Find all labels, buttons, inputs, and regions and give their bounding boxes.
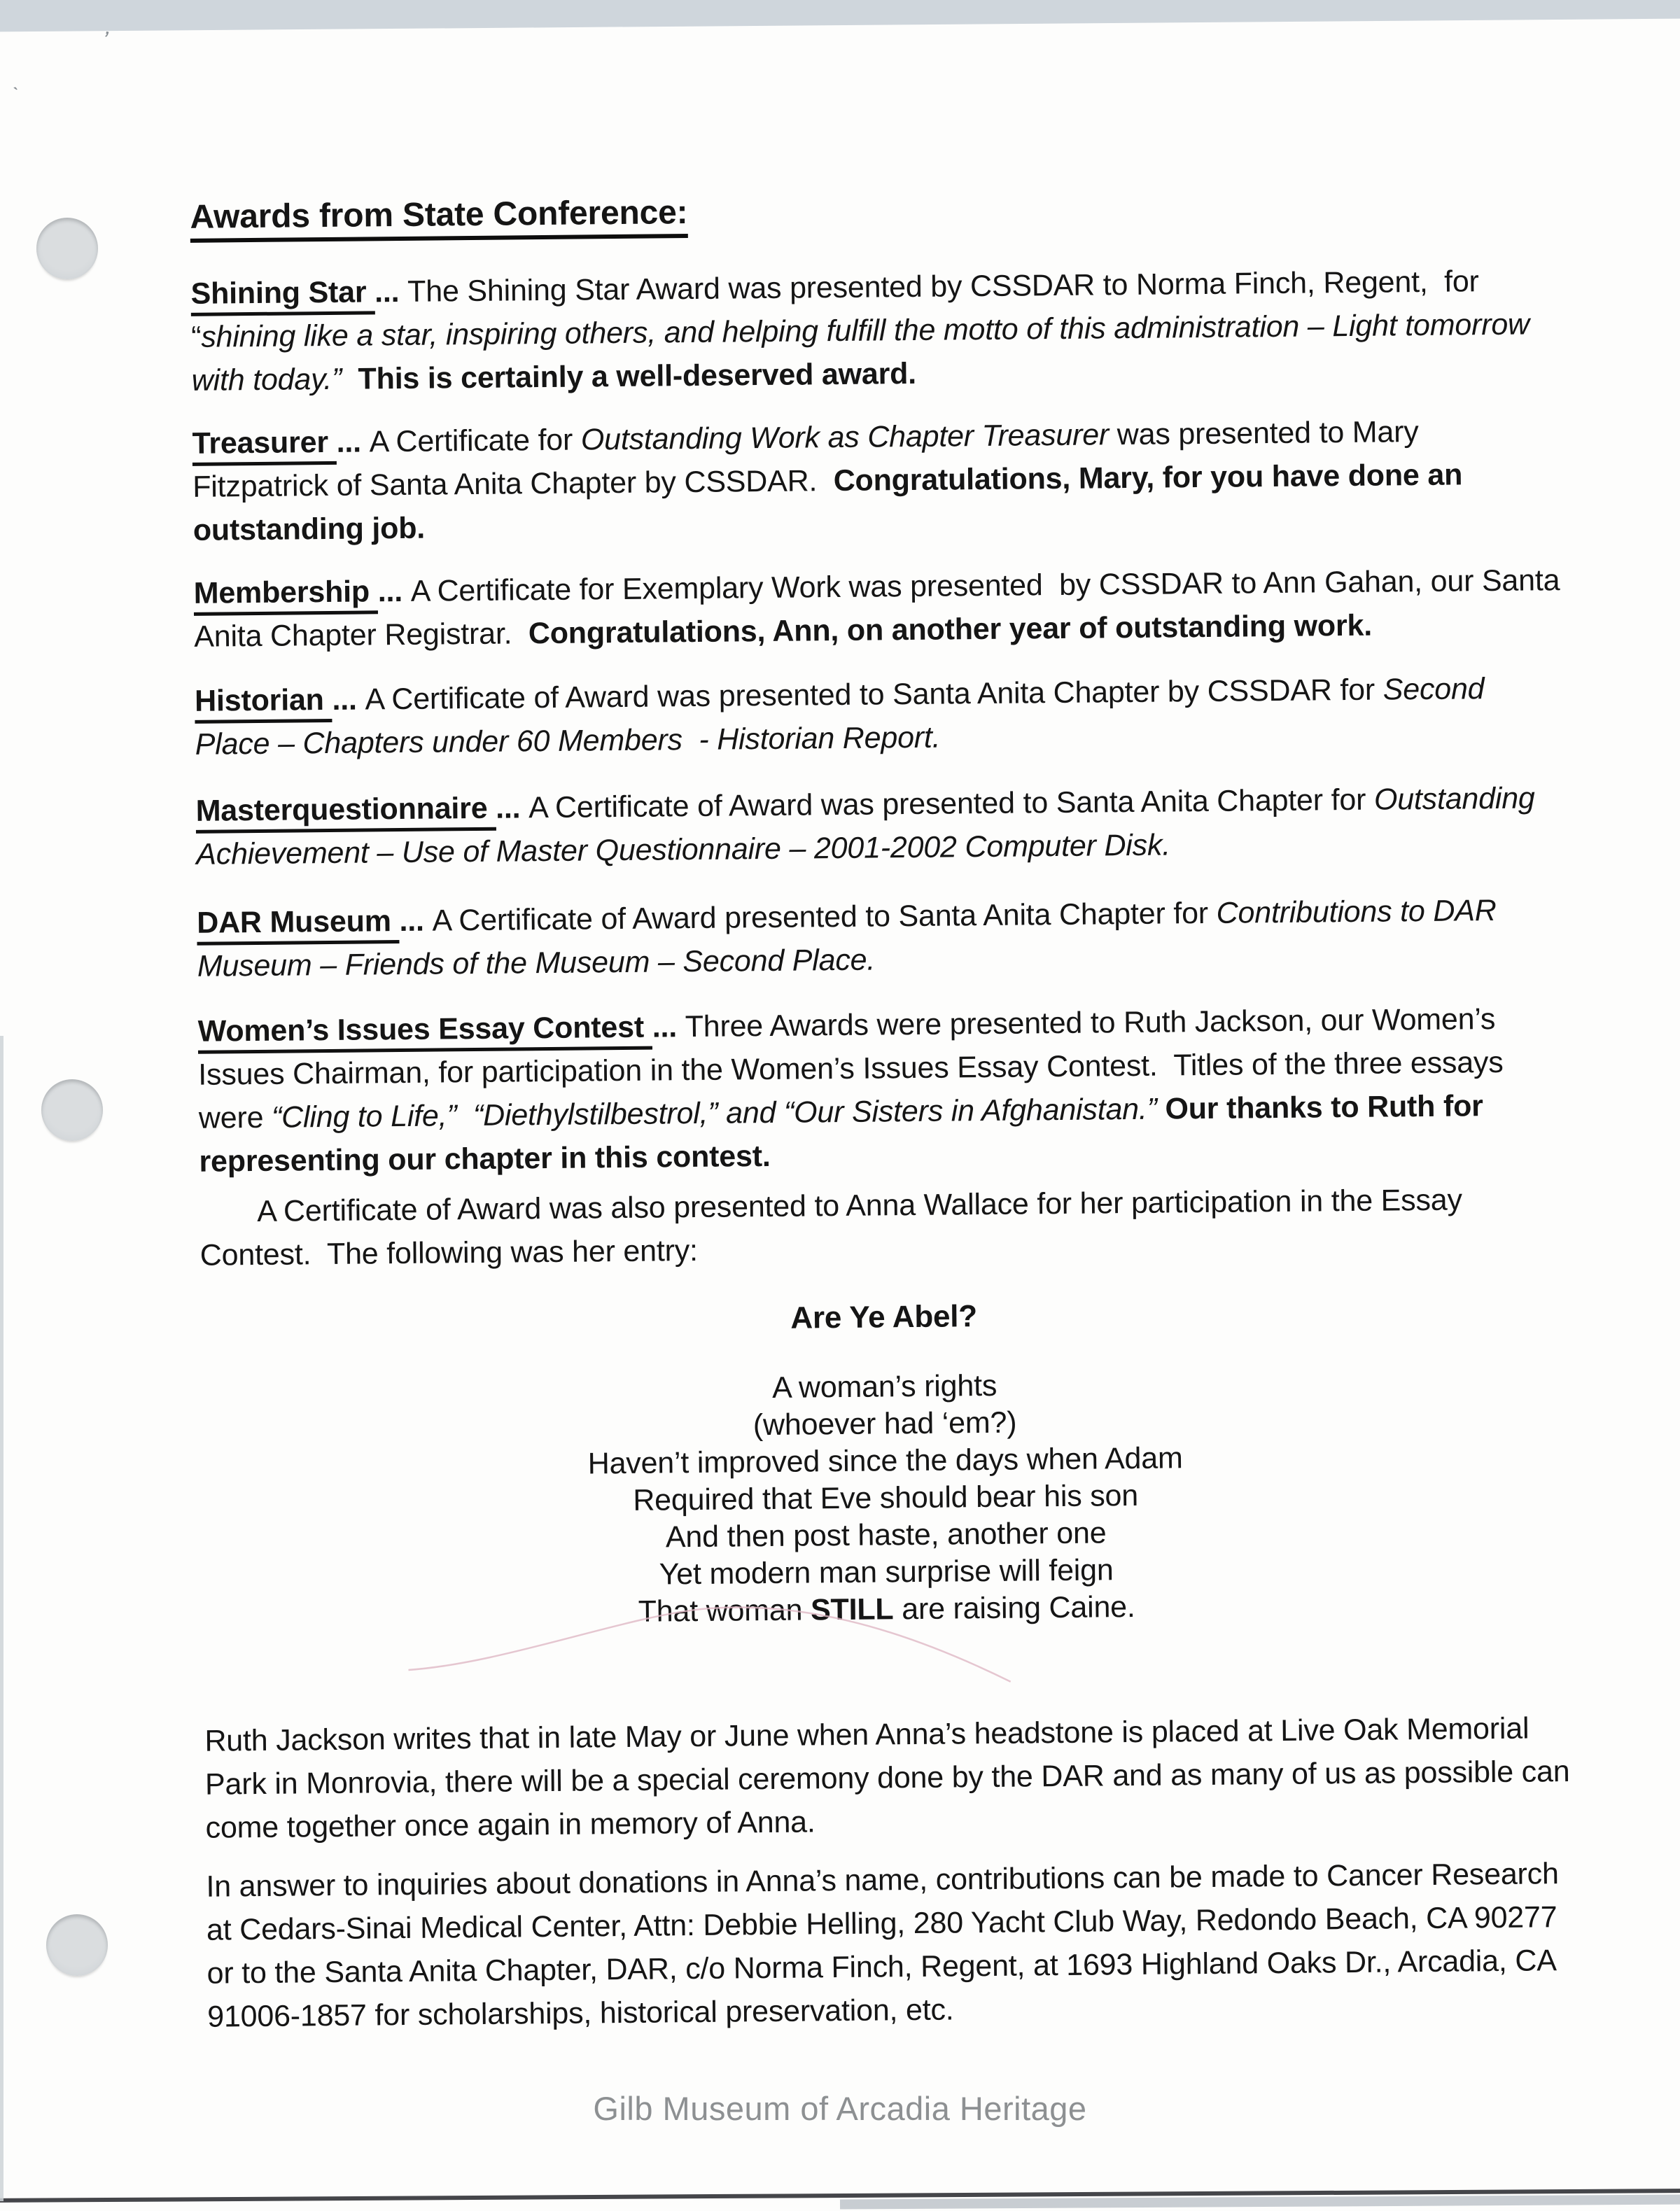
text-run: Historian	[195, 683, 332, 724]
text-run: The Shining Star Award was presented by CSSDAR to Norma Finch, Regent, for “	[190, 265, 1479, 354]
page-title	[190, 183, 1556, 239]
text-run: Outstanding Achievement – Use of Master Questionnaire – 2001-2002 Computer Disk.	[196, 781, 1535, 871]
text-run: Membership	[193, 575, 378, 616]
text-run: Second Place – Chapters under 60 Members - Historian Report.	[195, 672, 1485, 761]
text-run: (whoever had ‘em?)	[752, 1405, 1017, 1443]
text-run	[342, 363, 358, 396]
text-run: Our thanks to Ruth for representing our chapter in this contest.	[199, 1089, 1483, 1179]
text-run: Masterquestionnaire	[195, 792, 496, 834]
text-run: Treasurer	[192, 426, 336, 466]
page-title-text: Awards from State Conference:	[190, 194, 687, 243]
text-run: was presented to Mary Fitzpatrick of Santa Anita Chapter by CSSDAR.	[192, 415, 1419, 504]
poem	[201, 1362, 1569, 1635]
paragraph-dar-museum	[197, 888, 1564, 988]
text-run: Yet modern man surprise will feign	[659, 1553, 1114, 1592]
paragraph-anna-wallace	[200, 1177, 1567, 1277]
text-run: Outstanding Work as Chapter Treasurer	[580, 418, 1110, 457]
text-run: A woman’s rights	[771, 1368, 997, 1405]
text-run: shining like a star, inspiring others, and helping fulfill the motto of this administration – Light tomorrow with today.”	[191, 307, 1530, 398]
text-run	[1156, 1093, 1165, 1126]
text-run: ...	[332, 682, 365, 717]
text-run: ...	[495, 791, 529, 825]
text-run: are raising Caine.	[893, 1589, 1135, 1627]
pen-mark: ’	[98, 26, 112, 54]
text-run: A Certificate for	[369, 423, 582, 459]
paragraph-treasurer	[192, 409, 1560, 552]
text-run: A Certificate of Award was presented to Santa Anita Chapter by CSSDAR for	[365, 673, 1383, 717]
paragraph-ruth-jackson	[204, 1706, 1572, 1850]
museum-watermark: Gilb Museum of Arcadia Heritage	[593, 2090, 1087, 2127]
text-run: And then post haste, another one	[665, 1516, 1107, 1554]
text-run: In answer to inquiries about donations in Anna’s name, contributions can be made to Cancer Research at Cedars-Sinai Medical Center, Attn: Debbie Helling, 280 Yacht Club Way, Redondo Beach, CA 90277 or to the Santa Anita Chapter, DAR, c/o Norma Finch, Regent, at 1693 Highland Oaks Dr., Arcadia, CA 91006-1857 for scholarships, historical preservation, etc.	[206, 1857, 1559, 2034]
paragraph-donations	[206, 1852, 1574, 2039]
paragraph-membership	[193, 559, 1560, 659]
text-run: That woman	[638, 1593, 811, 1629]
text-run: STILL	[810, 1592, 894, 1627]
text-run: Haven’t improved since the days when Adam	[587, 1441, 1183, 1481]
text-run: ...	[336, 425, 370, 459]
text-run: Congratulations, Mary, for you have done an outstanding job.	[192, 458, 1463, 547]
text-run: Contributions to DAR Museum – Friends of the Museum – Second Place.	[197, 893, 1497, 983]
text-run: Required that Eve should bear his son	[633, 1478, 1139, 1517]
text-run: This is certainly a well-deserved award.	[358, 356, 917, 396]
text-run: “Cling to Life,” “Diethylstilbestrol,” and “Our Sisters in Afghanistan.”	[271, 1092, 1157, 1135]
paragraph-masterquestionnaire	[195, 776, 1562, 876]
pen-mark: ˎ	[9, 68, 20, 91]
text-run: A Certificate of Award was also presented to Anna Wallace for her participation in the Essay Contest. The following was her entry:	[200, 1183, 1462, 1272]
text-run: Women’s Issues Essay Contest	[197, 1011, 652, 1054]
paragraph-shining-star	[190, 259, 1558, 402]
poem-title: Are Ye Abel?	[790, 1299, 978, 1335]
paragraph-historian	[195, 666, 1562, 766]
paragraph-womens-issues	[197, 997, 1565, 1184]
text-run: ...	[399, 904, 433, 939]
text-run: A Certificate of Award presented to Santa Anita Chapter for	[432, 896, 1217, 938]
faint-pencil-arc	[398, 1594, 1028, 1705]
text-run: ...	[374, 274, 408, 309]
text-run: Shining Star	[190, 275, 374, 316]
text-run: DAR Museum	[197, 904, 400, 946]
text-run: Three Awards were presented to Ruth Jackson, our Women’s Issues Chairman, for participation in the Women’s Issues Essay Contest. Titles of the three essays were	[198, 1002, 1504, 1135]
text-run: A Certificate of Award was presented to Santa Anita Chapter for	[528, 782, 1375, 825]
text-run: Ruth Jackson writes that in late May or June when Anna’s headstone is placed at Live Oak Memorial Park in Monrovia, there will be a special ceremony done by the DAR and as many of us as possible can come together once again in memory of Anna.	[204, 1711, 1570, 1845]
text-run: A Certificate for Exemplary Work was presented by CSSDAR to Ann Gahan, our Santa Anita Chapter Registrar.	[194, 563, 1560, 654]
text-run: ...	[377, 574, 411, 609]
text-run: ...	[652, 1010, 685, 1044]
text-run: Congratulations, Ann, on another year of outstanding work.	[528, 608, 1373, 651]
